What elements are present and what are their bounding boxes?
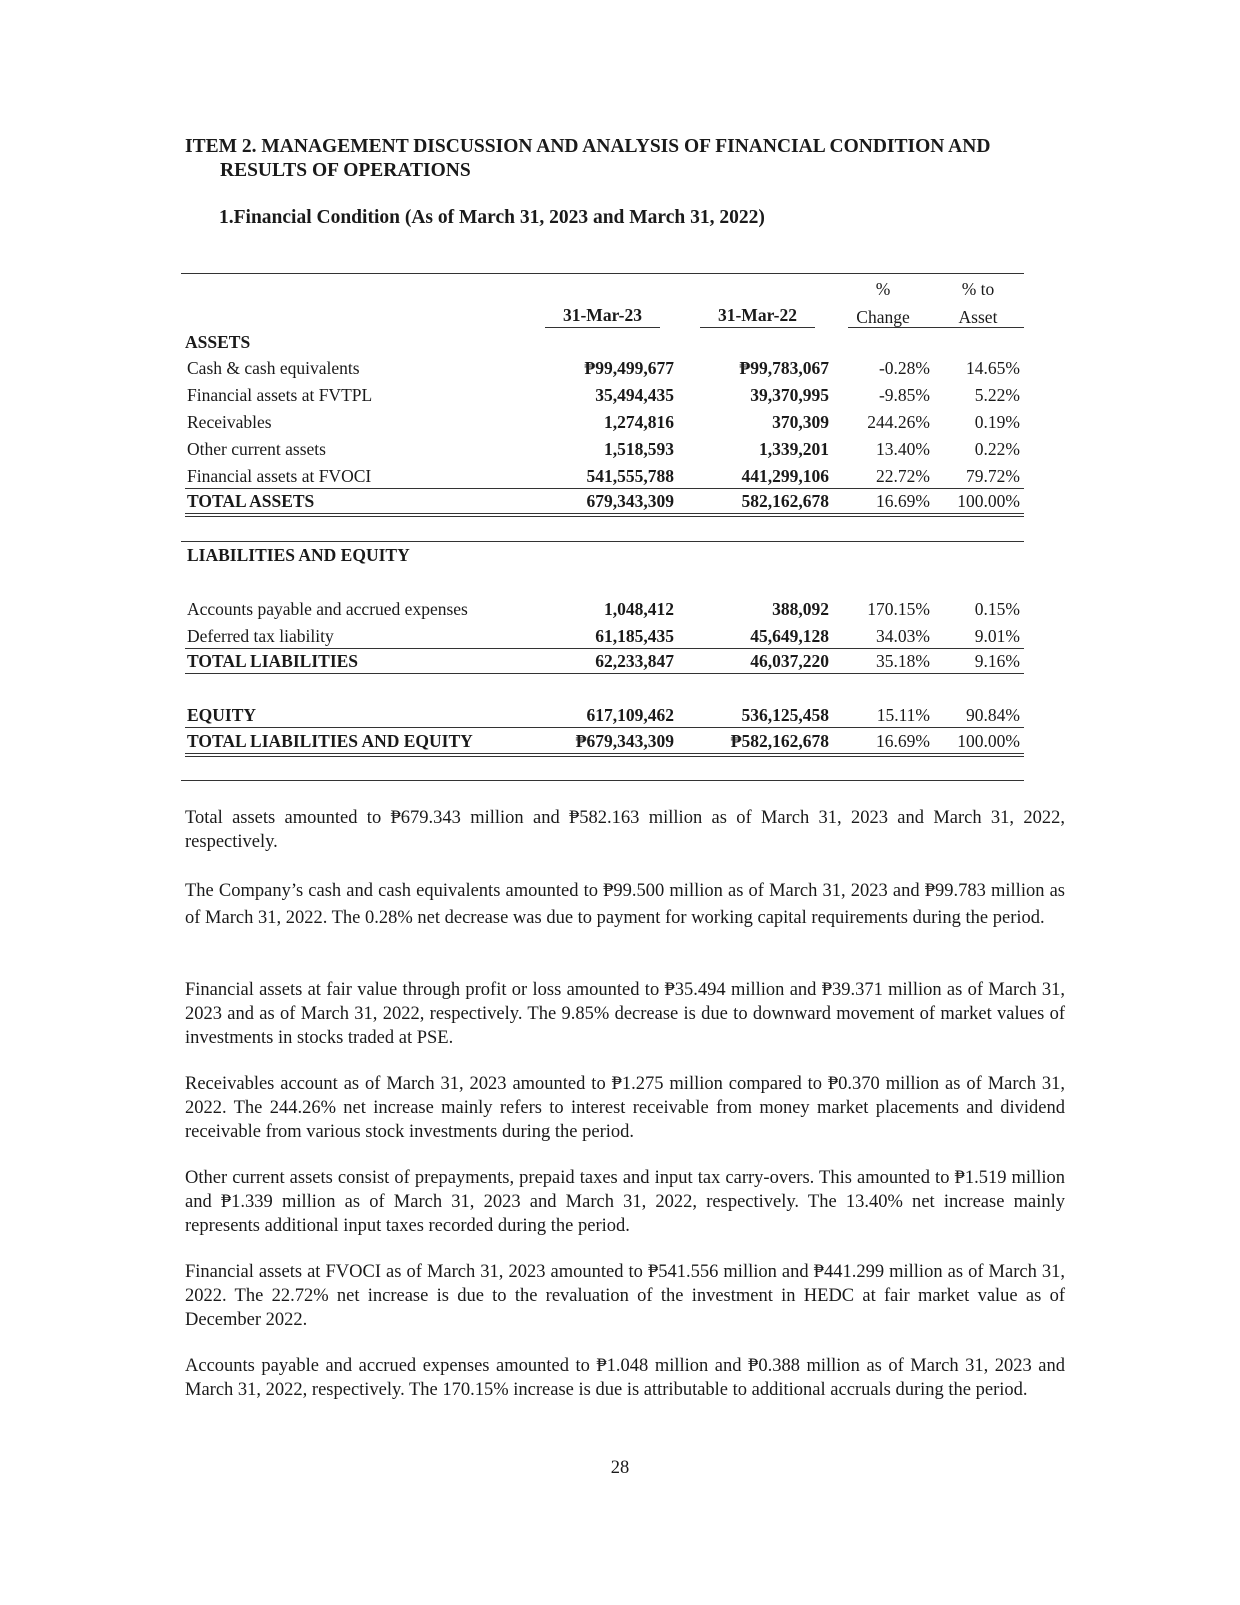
header-underline-mar22 — [700, 327, 815, 328]
section-heading — [185, 135, 1075, 183]
row-mar22: 39,370,995 — [750, 385, 829, 405]
row-label: Receivables — [187, 412, 272, 432]
equity-rule — [185, 727, 1024, 728]
liabilities-section-rule — [181, 541, 1024, 542]
row-to-asset: 5.22% — [974, 385, 1020, 405]
row-change: 34.03% — [876, 626, 930, 646]
row-label: Financial assets at FVOCI — [187, 466, 372, 486]
paragraph-total-assets: Total assets amounted to ₱679.343 million and ₱582.163 million as of March 31, 2023 and March 31, 2022, respectively. — [185, 808, 1065, 852]
header-to-asset-top: % to — [961, 279, 995, 299]
section-heading-line-1: ITEM 2. MANAGEMENT DISCUSSION AND ANALYSIS OF FINANCIAL CONDITION AND — [185, 136, 991, 157]
financial-condition-title: 1.Financial Condition (As of March 31, 2023 and March 31, 2022) — [219, 207, 765, 228]
row-change: 244.26% — [867, 412, 930, 432]
row-change: 15.11% — [876, 705, 930, 725]
row-to-asset: 79.72% — [966, 466, 1020, 486]
paragraph-fvoci: Financial assets at FVOCI as of March 31, 2023 amounted to ₱541.556 million and ₱441.299 million as of March 31, 2022. The 22.72% net increase is due to the revaluation of the investment in HEDC at fair market value as of December 2022. — [185, 1262, 1065, 1330]
row-mar23: ₱99,499,677 — [584, 358, 674, 378]
row-mar23: ₱679,343,309 — [575, 731, 674, 751]
header-underline-pct — [848, 327, 1024, 328]
row-mar22: 46,037,220 — [750, 651, 829, 671]
row-change: -9.85% — [878, 385, 930, 405]
row-label: EQUITY — [187, 705, 257, 725]
row-label: TOTAL ASSETS — [187, 491, 315, 511]
row-label: Other current assets — [187, 439, 326, 459]
row-to-asset: 9.16% — [974, 651, 1020, 671]
row-to-asset: 100.00% — [957, 731, 1020, 751]
row-change: 170.15% — [867, 599, 930, 619]
paragraph-cash: The Company’s cash and cash equivalents amounted to ₱99.500 million as of March 31, 2023 and ₱99.783 million as of March 31, 2022. The 0.28% net decrease was due to payment for working capital requirements during the period. — [185, 881, 1065, 928]
row-mar23: 35,494,435 — [595, 385, 674, 405]
row-to-asset: 100.00% — [957, 491, 1020, 511]
row-label: TOTAL LIABILITIES AND EQUITY — [187, 731, 473, 751]
row-to-asset: 9.01% — [974, 626, 1020, 646]
header-change-top: % — [875, 279, 891, 299]
row-mar22: 536,125,458 — [741, 705, 829, 725]
row-to-asset: 90.84% — [966, 705, 1020, 725]
header-underline-mar23 — [545, 327, 660, 328]
row-label: Cash & cash equivalents — [187, 358, 360, 378]
row-mar22: ₱99,783,067 — [739, 358, 829, 378]
row-change: -0.28% — [878, 358, 930, 378]
table-top-rule — [181, 273, 1024, 274]
paragraph-fvtpl: Financial assets at fair value through profit or loss amounted to ₱35.494 million and ₱39.371 million as of March 31, 2023 and as of March 31, 2022, respectively. The 9.85% decrease is due to downward movement of market values of investments in stocks traded at PSE. — [185, 980, 1065, 1048]
row-to-asset: 14.65% — [966, 358, 1020, 378]
row-mar23: 679,343,309 — [586, 491, 674, 511]
paragraph-receivables: Receivables account as of March 31, 2023 amounted to ₱1.275 million compared to ₱0.370 million as of March 31, 2022. The 244.26% net increase mainly refers to interest receivable from money market placements and dividend receivable from various stock investments during the period. — [185, 1074, 1065, 1142]
row-mar23: 1,518,593 — [604, 439, 674, 459]
header-to-asset-bottom: Asset — [958, 307, 998, 327]
row-mar22: ₱582,162,678 — [730, 731, 829, 751]
row-change: 16.69% — [876, 491, 930, 511]
header-mar22: 31-Mar-22 — [717, 305, 798, 325]
row-mar23: 1,274,816 — [604, 412, 674, 432]
double-rule-bottom-assets — [185, 516, 1024, 517]
row-mar22: 370,309 — [772, 412, 829, 432]
row-mar22: 45,649,128 — [750, 626, 829, 646]
row-mar23: 62,233,847 — [595, 651, 674, 671]
row-label: TOTAL LIABILITIES — [187, 651, 359, 671]
table-bottom-rule — [181, 780, 1024, 781]
row-to-asset: 0.22% — [974, 439, 1020, 459]
row-change: 16.69% — [876, 731, 930, 751]
row-mar22: 388,092 — [772, 599, 829, 619]
row-label: Financial assets at FVTPL — [187, 385, 373, 405]
row-mar22: 582,162,678 — [741, 491, 829, 511]
header-mar23: 31-Mar-23 — [562, 305, 643, 325]
double-rule-top-assets — [185, 513, 1024, 514]
row-mar23: 1,048,412 — [604, 599, 674, 619]
double-rule-top-total — [185, 753, 1024, 754]
total-liabilities-rule — [185, 673, 1024, 674]
row-mar23: 617,109,462 — [586, 705, 674, 725]
row-change: 35.18% — [876, 651, 930, 671]
paragraph-other-assets: Other current assets consist of prepayments, prepaid taxes and input tax carry-overs. This amounted to ₱1.519 million and ₱1.339 million as of March 31, 2023 and March 31, 2022, respectively. The 13.40% net increase mainly represents additional input taxes recorded during the period. — [185, 1168, 1065, 1236]
row-mar23: 61,185,435 — [595, 626, 674, 646]
subtotal-rule-assets — [185, 488, 1024, 489]
page-number: 28 — [610, 1458, 630, 1478]
assets-section-title: ASSETS — [185, 332, 251, 352]
row-mar23: 541,555,788 — [586, 466, 674, 486]
row-to-asset: 0.15% — [974, 599, 1020, 619]
row-label: Deferred tax liability — [187, 626, 334, 646]
subtotal-rule-liabilities — [185, 648, 1024, 649]
row-change: 22.72% — [876, 466, 930, 486]
liabilities-section-title: LIABILITIES AND EQUITY — [187, 545, 410, 565]
row-mar22: 1,339,201 — [759, 439, 829, 459]
row-to-asset: 0.19% — [974, 412, 1020, 432]
row-label: Accounts payable and accrued expenses — [187, 599, 468, 619]
header-change-bottom: Change — [856, 307, 910, 327]
paragraph-payables: Accounts payable and accrued expenses amounted to ₱1.048 million and ₱0.388 million as of March 31, 2023 and March 31, 2022, respectively. The 170.15% increase is due is attributable to additional accruals during the period. — [185, 1356, 1065, 1400]
row-mar22: 441,299,106 — [741, 466, 829, 486]
section-heading-line-2: RESULTS OF OPERATIONS — [220, 160, 471, 181]
double-rule-bottom-total — [185, 756, 1024, 757]
row-change: 13.40% — [876, 439, 930, 459]
